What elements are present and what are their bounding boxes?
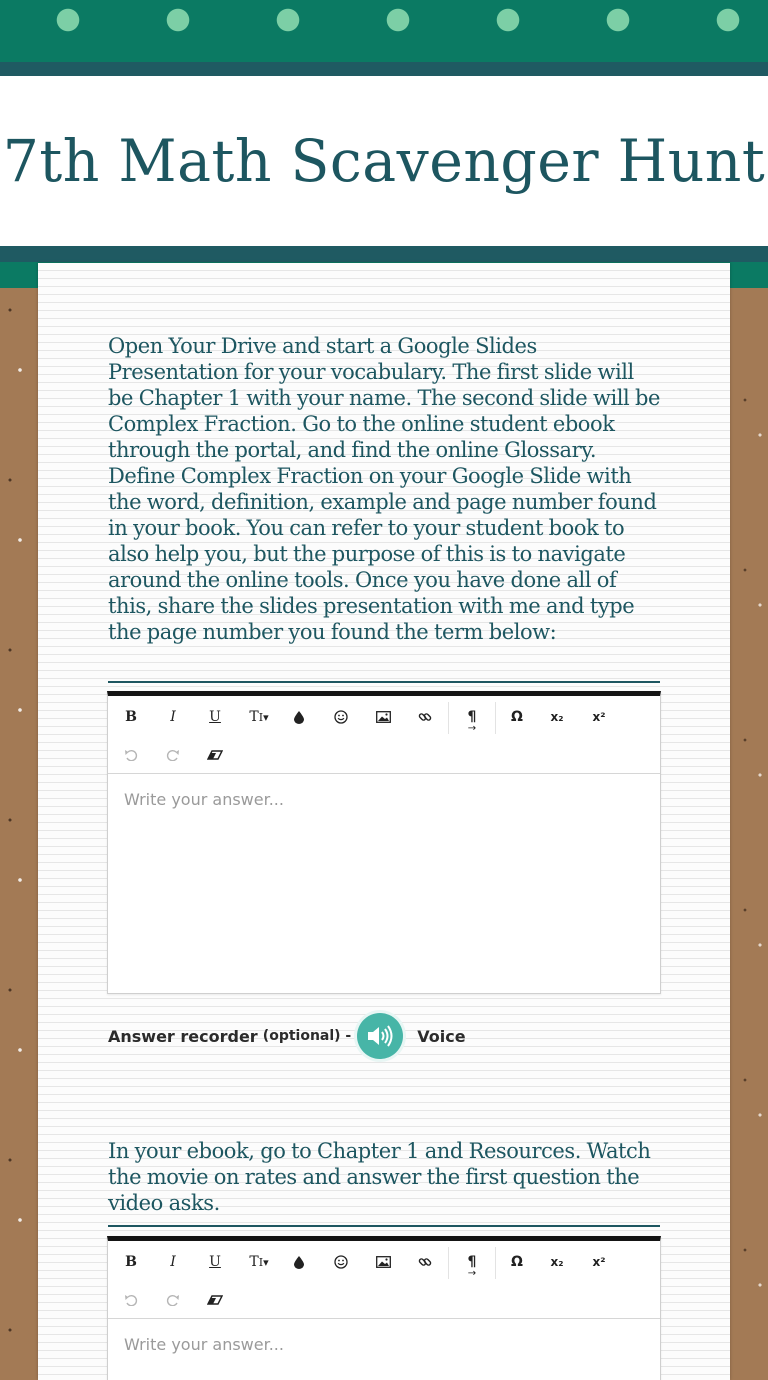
paragraph-icon: ¶ [467,709,477,725]
text-color-icon [294,1256,304,1269]
answer-input[interactable]: Write your answer... [124,1335,284,1354]
arrow-right-icon: → [467,1268,477,1279]
underline-button[interactable]: U [209,709,221,725]
underline-button[interactable]: U [209,1254,221,1270]
text-size-icon: T [249,709,259,725]
toolbar-divider [448,1247,449,1279]
page-title: 7th Math Scavenger Hunt [2,127,766,195]
answer-input[interactable]: Write your answer... [124,790,284,809]
link-button[interactable] [410,704,440,730]
paragraph-icon: ¶ [467,1254,477,1270]
arrow-right-icon: → [467,723,477,734]
title-banner [0,76,768,246]
image-button[interactable] [368,704,398,730]
header-pattern [0,0,768,62]
toolbar-divider [448,702,449,734]
question-divider [108,1225,660,1227]
question-divider [108,681,660,683]
image-button[interactable] [368,1249,398,1275]
dropdown-caret-icon: I▾ [258,1255,269,1269]
undo-icon [124,749,138,761]
italic-button[interactable]: I [170,1254,176,1270]
image-icon [376,1256,391,1268]
link-icon [418,710,432,724]
text-size-button[interactable] [242,704,276,730]
toolbar-divider [495,1247,496,1279]
answer-recorder [108,1012,608,1060]
toolbar-divider [495,702,496,734]
header-stripe-bottom [0,246,768,262]
paragraph-button[interactable] [457,704,487,738]
voice-label: Voice [417,1026,466,1046]
redo-icon [166,749,180,761]
subscript-button[interactable]: x₂ [550,1255,564,1269]
header-stripe [0,62,768,76]
undo-button[interactable] [116,1287,146,1313]
editor-toolbar [108,696,660,774]
clear-format-button[interactable] [200,742,230,768]
link-button[interactable] [410,1249,440,1275]
recorder-label: Answer recorder [108,1026,258,1046]
emoji-icon [334,1255,348,1269]
answer-editor-2 [107,1236,661,1380]
special-char-button[interactable]: Ω [511,709,523,725]
bold-button[interactable]: B [125,1254,137,1270]
clear-format-icon [207,750,223,760]
redo-button[interactable] [158,742,188,768]
redo-icon [166,1294,180,1306]
voice-record-button[interactable] [357,1013,403,1059]
clear-format-icon [207,1295,223,1305]
recorder-optional-label: (optional) - [262,1028,352,1044]
emoji-button[interactable] [326,1249,356,1275]
superscript-button[interactable]: x² [592,1255,606,1269]
dropdown-caret-icon: I▾ [258,710,269,724]
special-char-button[interactable]: Ω [511,1254,523,1270]
question-2-text: In your ebook, go to Chapter 1 and Resources. Watch the movie on rates and answer the first question the video asks. [108,1139,651,1215]
speaker-icon [366,1024,394,1048]
emoji-icon [334,710,348,724]
superscript-button[interactable]: x² [592,710,606,724]
bold-button[interactable]: B [125,709,137,725]
text-color-icon [294,711,304,724]
paragraph-button[interactable] [457,1249,487,1283]
redo-button[interactable] [158,1287,188,1313]
editor-toolbar [108,1241,660,1319]
subscript-button[interactable]: x₂ [550,710,564,724]
image-icon [376,711,391,723]
clear-format-button[interactable] [200,1287,230,1313]
text-color-button[interactable] [284,704,314,730]
undo-button[interactable] [116,742,146,768]
link-icon [418,1255,432,1269]
text-color-button[interactable] [284,1249,314,1275]
question-1-text: Open Your Drive and start a Google Slides Presentation for your vocabulary. The first slide will be Chapter 1 with your name. The second slide will be Complex Fraction. Go to the online student ebook through the portal, and find the online Glossary. Define Complex Fraction on your Google Slide with the word, definition, example and page number found in your book. You can refer to your student book to also help you, but the purpose of this is to navigate around the online tools. Once you have done all of this, share the slides presentation with me and type the page number you found the term below: [108,334,660,644]
text-size-icon: T [249,1254,259,1270]
undo-icon [124,1294,138,1306]
italic-button[interactable]: I [170,709,176,725]
answer-editor-1 [107,691,661,994]
text-size-button[interactable] [242,1249,276,1275]
emoji-button[interactable] [326,704,356,730]
